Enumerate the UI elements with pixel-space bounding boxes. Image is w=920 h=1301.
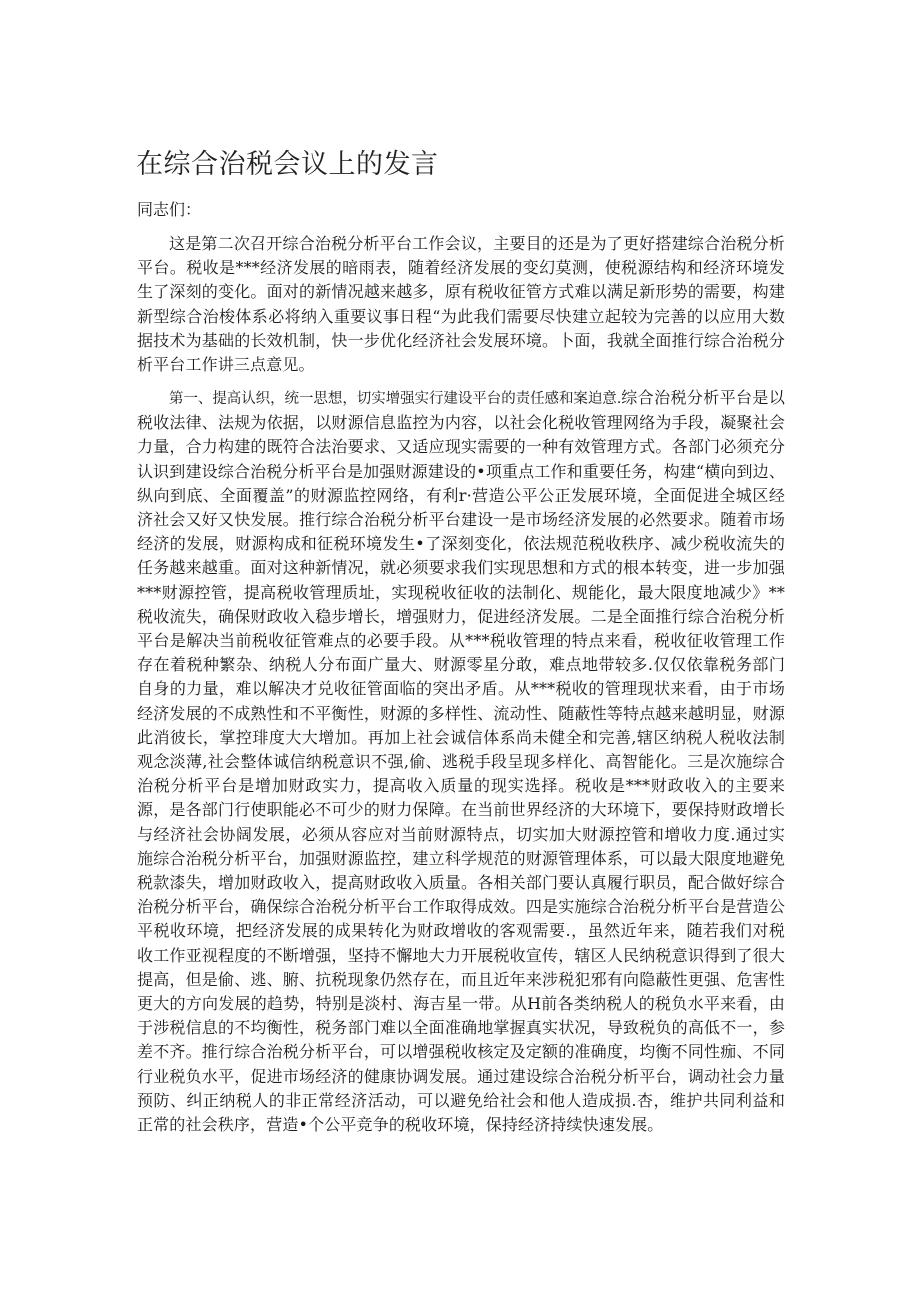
section-one-body: 综合治税分析平台是以税收法律、法规为依据，以财源信息监控为内容，以社会化税收管理网络为手段，凝聚社会力量，合力构建的既符合法治要求、又适应现实需要的一种有效管理方式。各部门必须充分认识到建设综合治税分析平台是加强财源建设的•项重点工作和重要任务，构建“横向到边、纵向到底、全面覆盖”的财源监控网络，有利r·营造公平公正发展环境，全面促进全城区经济社会又好又快发展。推行综合治税分析平台建设一是市场经济发展的必然要求。随着市场经济的发展，财源构成和征税环境发生•了深刻变化，依法规范税收秩序、减少税收流失的任务越来越重。面对这种新情况，就必须要求我们实现思想和方式的根本转变，进一步加强***财源控管，提高税收管理质址，实现税收征收的法制化、规能化，最大限度地减少》**税收流失，确保财政收入稳步增长，增强财力，促进经济发展。二是全面推行综合治税分析平台是解决当前税收征管难点的必要手段。从***税收管理的特点来看，税收征收管理工作存在着税种繁杂、纳税人分布面广量大、财源零星分敢，难点地带较多.仅仅依靠税务部门自身的力量，难以解决才兑收征管面临的突出矛盾。从***税收的管理现状来看，由于市场经济发展的不成熟性和不平衡性，财源的多样性、流动性、随蔽性等特点越来越明显，财源此消彼长，掌控琲度大大增加。再加上社会诚信体系尚未健全和完善,辖区纳税人税收法制观念淡薄,社会整体诚信纳税意识不强,偷、逃税手段呈现多样化、高智能化。三是次施综合治税分析平台是增加财政实力，提高收入质量的现实选择。税收是***财政收入的主要来源，是各部门行使职能必不可少的财力保障。在当前世界经济的大环境下，要保持财政增长与经济社会协阔发展，必须从容应对当前财源特点，切实加大财源控管和增收力度.通过实施综合治税分析平台，加强财源监控，建立科学规范的财源管理体系，可以最大限度地避免税款漆失，增加财政收入，提高财政收入质量。各相关部门要认真履行职员，配合做好综合治税分析平台，确保综合治税分析平台工作取得成效。四是实施综合治税分析平台是营造公平税收环境，把经济发展的成果转化为财政增收的客观需要.，虽然近年来，随若我们对税收工作亚视程度的不断增强，坚持不懈地大力开展税收宣传，辖区人民纳税意识得到了很大提高，但是偷、逃、腑、抗税现象仍然存在，而且近年来涉税犯邪有向隐蔽性更强、危害性更大的方向发展的趋势，特别是淡村、海吉星一带。从H前各类纳税人的税负水平来看，由于涉税信息的不均衡性，税务部门难以全面准确地掌握真实状况，导致税负的高低不一，参差不齐。推行综合治税分析平台，可以增强税收核定及定额的准确度，均衡不同性痂、不同行业税负水平，促进市场经济的健康协调发展。通过建设综合治税分析平台，调动社会力量预防、纠正纳税人的非正常经济活动，可以避免给社会和他人造成损.杏，维护共同利益和正常的社会秩序，营造•个公平竞争的税收环境，保持经济持续快速发展。 [137,388,785,1135]
paragraph-section-one [137,386,785,1137]
paragraph-intro: 这是第二次召开综合治税分析平台工作会议，主要目的还是为了更好搭建综合治税分析平台。税收是***经济发展的暗雨表，随着经济发展的变幻莫测，使税源结构和经济环境发生了深刻的变化。面对的新情况越来越多，原有税收征管方式难以满足新形势的需要，构建新型综合治梭体系必将纳入重要议事日程“为此我们需要尽快建立起较为完善的以应用大数据技术为基础的长效机制，快一步优化经济社会发展环境。卜面，我就全面推行综合治税分析平台工作讲三点意见。 [137,234,785,375]
section-one-heading: 第一、提高认织，统一思想，切实增强实行建设平台的责任感和案迫意. [169,391,622,407]
document-title: 在综合治税会议上的发言 [136,149,439,180]
salutation: 同志们： [137,200,202,219]
